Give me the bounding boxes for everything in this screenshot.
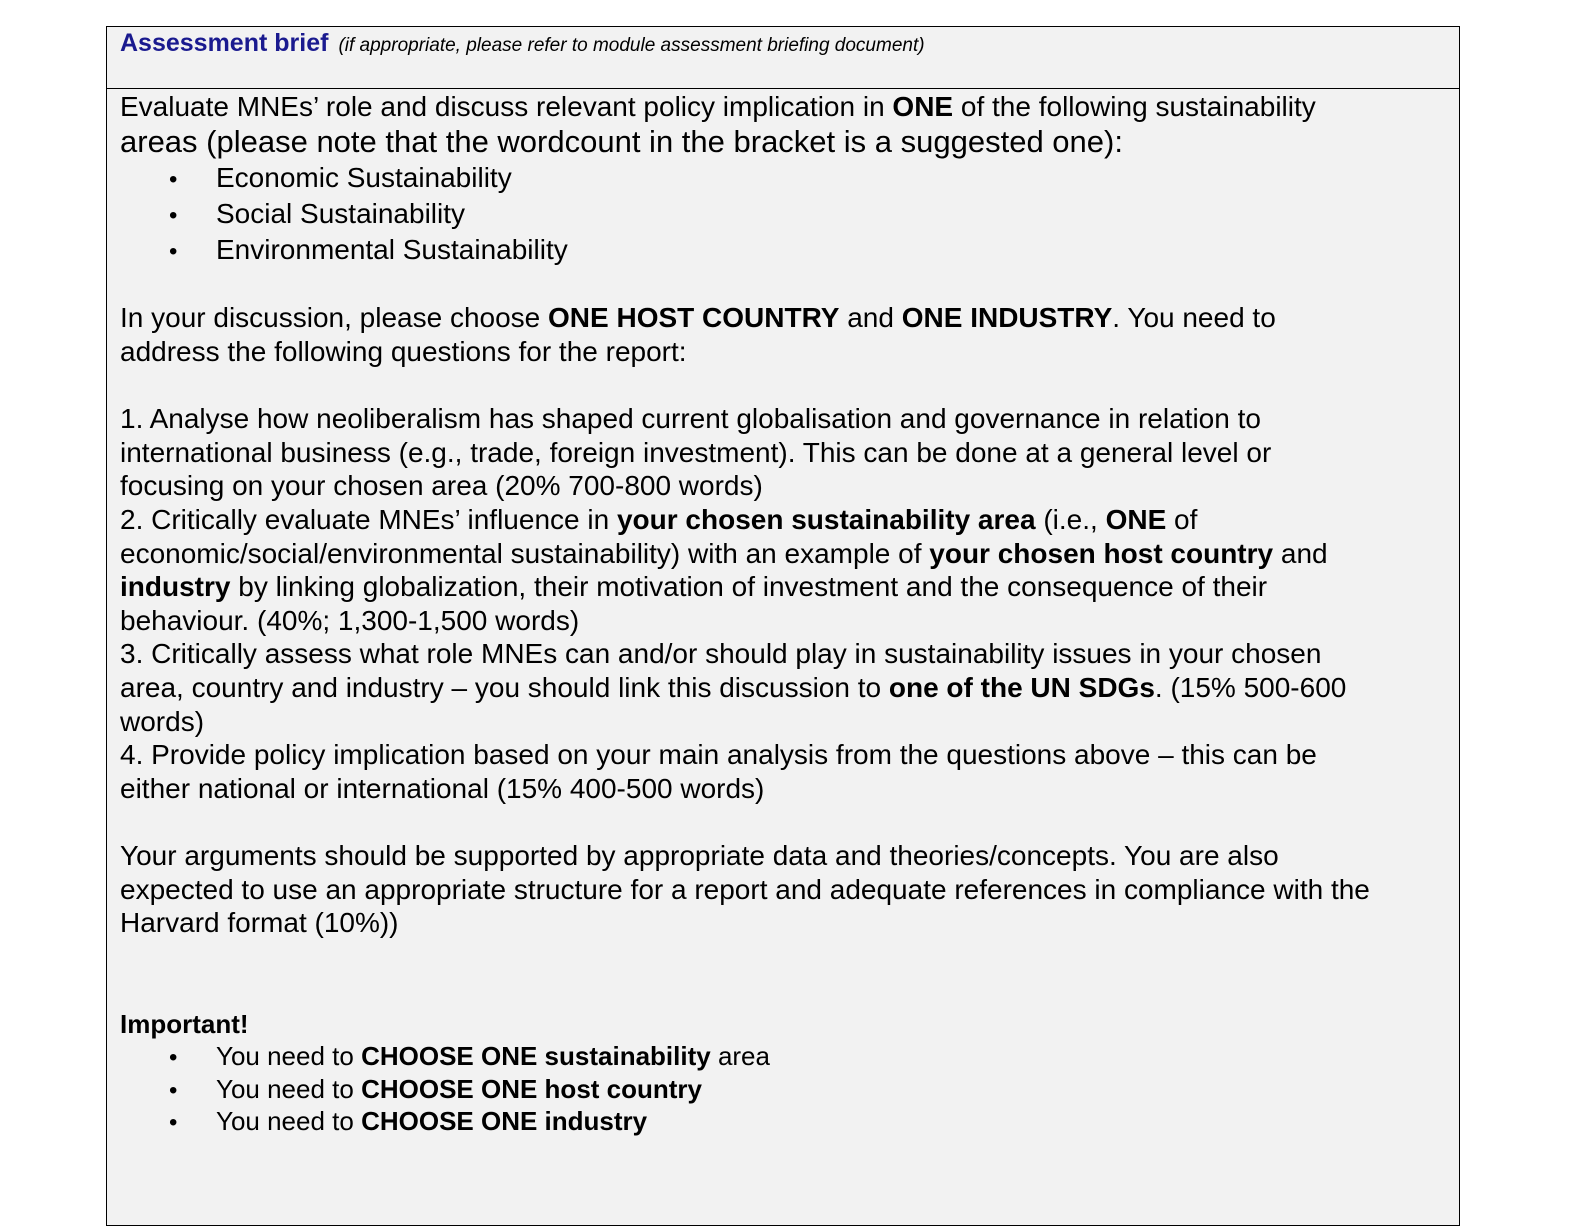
arguments-line-1: Your arguments should be supported by appropriate data and theories/concepts. You are also [120, 840, 1279, 871]
question-3-line-2: area, country and industry – you should link this discussion to one of the UN SDGs. (15% 500-600 [120, 672, 1347, 703]
question-2-line-4: behaviour. (40%; 1,300-1,500 words) [120, 605, 580, 636]
question-3-line-1: 3. Critically assess what role MNEs can and/or should play in sustainability issues in your chosen [120, 638, 1322, 669]
question-3-line-3: words) [120, 706, 205, 737]
arguments-line-2: expected to use an appropriate structure for a report and adequate references in compliance with the [120, 874, 1370, 905]
brief-title: Assessment brief [120, 29, 329, 57]
bullet: • [169, 202, 178, 229]
question-1-line-2: international business (e.g., trade, foreign investment). This can be done at a general level or [120, 437, 1272, 468]
area-item: Environmental Sustainability [216, 234, 568, 265]
discussion-line-2: address the following questions for the report: [120, 336, 687, 367]
assessment-brief-box [106, 26, 1460, 1226]
bullet: • [169, 1044, 178, 1071]
bullet: • [169, 1109, 178, 1136]
important-title: Important! [120, 1009, 249, 1039]
question-1-line-3: focusing on your chosen area (20% 700-800 words) [120, 470, 763, 501]
discussion-line-1: In your discussion, please choose ONE HOST COUNTRY and ONE INDUSTRY. You need to [120, 302, 1276, 333]
question-2-line-1: 2. Critically evaluate MNEs’ influence in your chosen sustainability area (i.e., ONE of [120, 504, 1198, 535]
question-4-line-1: 4. Provide policy implication based on your main analysis from the questions above – this can be [120, 739, 1317, 770]
important-item: You need to CHOOSE ONE host country [216, 1074, 702, 1104]
important-item: You need to CHOOSE ONE sustainability area [216, 1041, 770, 1071]
bullet: • [169, 166, 178, 193]
area-item: Economic Sustainability [216, 162, 512, 193]
question-2-line-3: industry by linking globalization, their motivation of investment and the consequence of their [120, 571, 1268, 602]
question-2-line-2: economic/social/environmental sustainability) with an example of your chosen host country and [120, 538, 1328, 569]
bullet: • [169, 238, 178, 265]
bullet: • [169, 1077, 178, 1104]
important-item: You need to CHOOSE ONE industry [216, 1106, 648, 1136]
brief-note: (if appropriate, please refer to module assessment briefing document) [338, 35, 925, 56]
intro-line-1: Evaluate MNEs’ role and discuss relevant policy implication in ONE of the following sustainability [120, 91, 1316, 122]
question-1-line-1: 1. Analyse how neoliberalism has shaped current globalisation and governance in relation to [120, 403, 1261, 434]
intro-line-2: areas (please note that the wordcount in the bracket is a suggested one): [120, 124, 1123, 159]
area-item: Social Sustainability [216, 198, 466, 229]
arguments-line-3: Harvard format (10%)) [120, 907, 399, 938]
question-4-line-2: either national or international (15% 400-500 words) [120, 773, 765, 804]
brief-header [107, 27, 1459, 89]
